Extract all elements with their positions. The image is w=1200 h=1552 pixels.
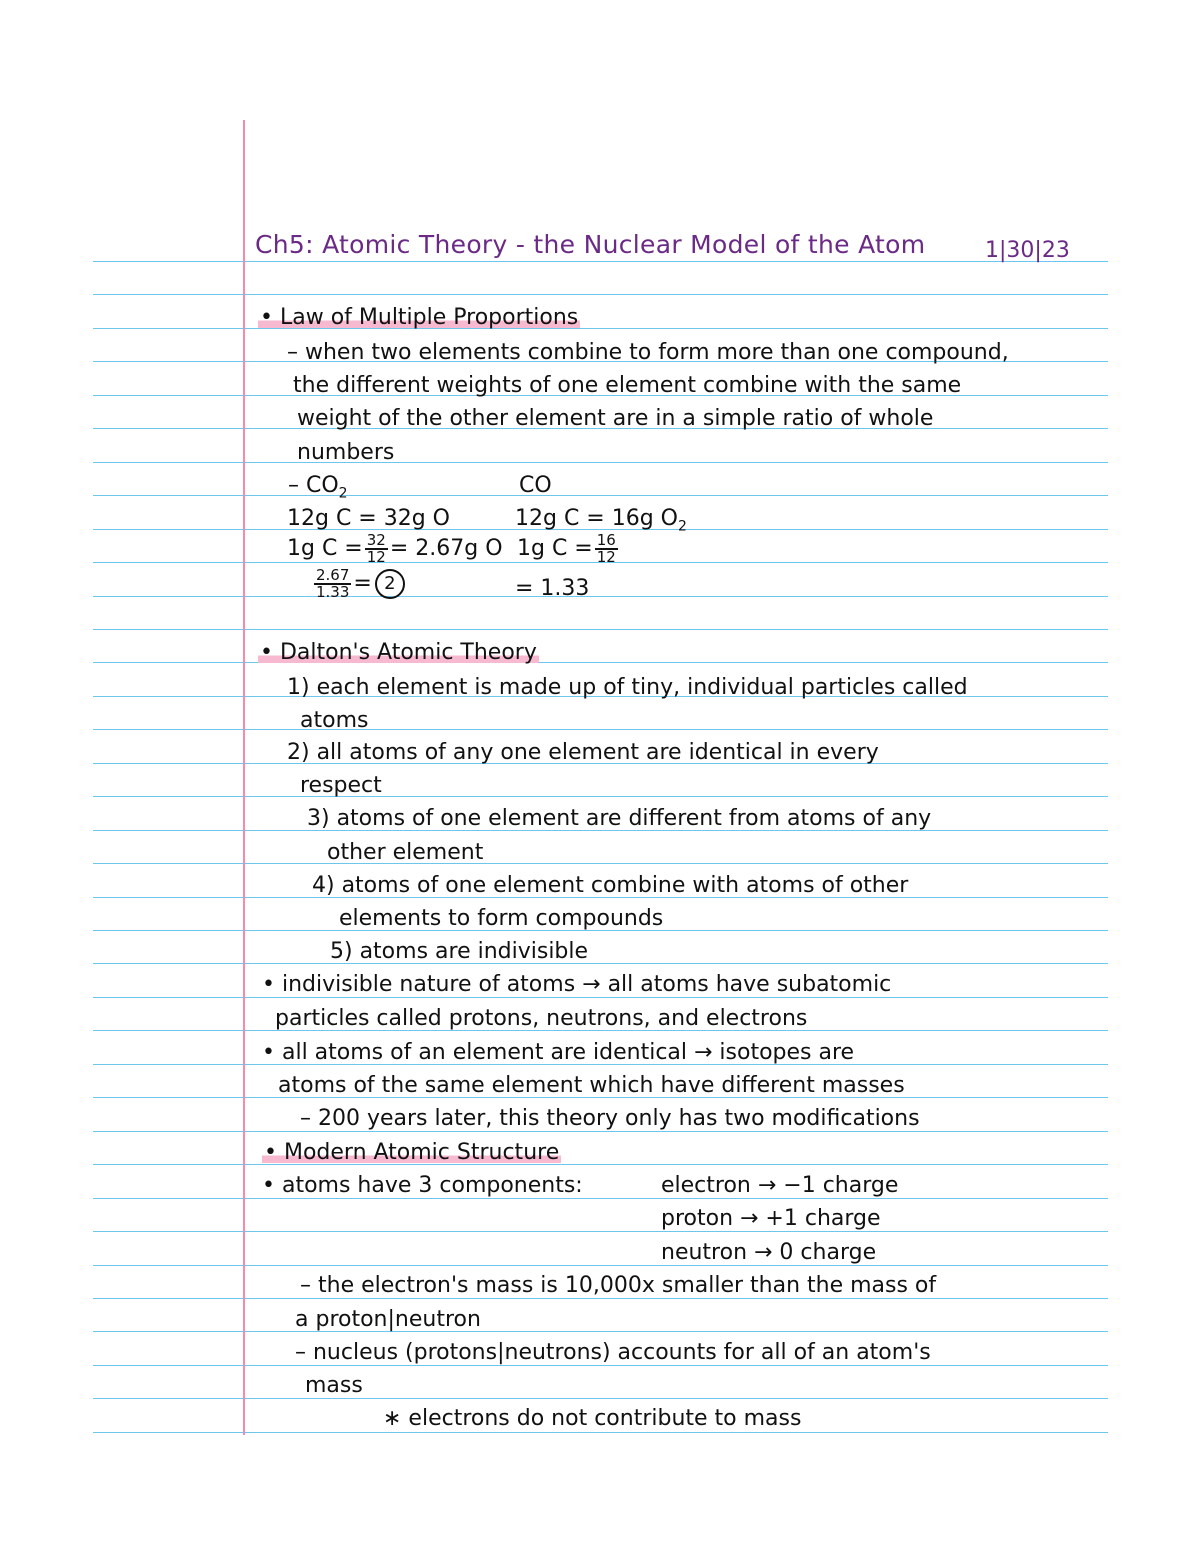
co-fraction: $\frac{16}{12}$	[596, 531, 616, 566]
nucleus-mass-note: – nucleus (protons|neutrons) accounts for all of an atom's	[295, 1340, 931, 1365]
modification-1: • indivisible nature of atoms → all atoms have subatomic	[262, 972, 892, 997]
ruled-line	[93, 729, 1108, 730]
page-title: Ch5: Atomic Theory - the Nuclear Model of the Atom	[255, 230, 926, 259]
ruled-line	[93, 629, 1108, 630]
ruled-line	[93, 462, 1108, 463]
circled-ratio-answer: 2	[375, 569, 405, 599]
neutron-charge: neutron → 0 charge	[661, 1240, 877, 1265]
definition-line-1: – when two elements combine to form more than one compound,	[287, 340, 1009, 365]
modification-2-cont: atoms of the same element which have different masses	[278, 1073, 905, 1098]
electrons-mass-note: ∗ electrons do not contribute to mass	[383, 1406, 802, 1431]
ruled-line	[93, 294, 1108, 295]
section-heading-modern	[262, 1140, 561, 1166]
electron-charge: electron → −1 charge	[661, 1173, 899, 1198]
ratio-calculation: $\frac{2.67}{1.33}$ = 2	[312, 568, 405, 600]
ruled-line	[93, 1398, 1108, 1399]
co-equation-2: 1g C = $\frac{16}{12}$	[517, 531, 616, 566]
nucleus-mass-note-cont: mass	[305, 1373, 363, 1398]
modification-1-cont: particles called protons, neutrons, and electrons	[275, 1006, 808, 1031]
dalton-point-3: 3) atoms of one element are different from atoms of any	[307, 806, 932, 831]
ruled-line	[93, 261, 1108, 262]
dalton-point-2: 2) all atoms of any one element are identical in every	[287, 740, 879, 765]
definition-line-4: numbers	[297, 440, 395, 465]
co2-label: – $CO_2$	[288, 473, 348, 502]
ruled-line	[93, 495, 1108, 496]
ruled-line	[93, 963, 1108, 964]
ruled-line	[93, 596, 1108, 597]
section-heading-multiple-proportions	[258, 305, 580, 331]
modification-summary: – 200 years later, this theory only has two modifications	[300, 1106, 920, 1131]
co2-equation-2: 1g C = $\frac{32}{12}$ = 2.67g O	[287, 531, 503, 566]
dalton-point-1-cont: atoms	[300, 708, 369, 733]
dalton-point-5: 5) atoms are indivisible	[330, 939, 589, 964]
ruled-line	[93, 796, 1108, 797]
ruled-line	[93, 1164, 1108, 1165]
ratio-fraction: $\frac{2.67}{1.33}$	[316, 566, 350, 601]
ruled-line	[93, 328, 1108, 329]
components-label: • atoms have 3 components:	[262, 1173, 583, 1198]
ruled-line	[93, 863, 1108, 864]
ruled-line	[93, 1198, 1108, 1199]
page-date: 1|30|23	[985, 238, 1070, 263]
dalton-point-4: 4) atoms of one element combine with atoms of other	[312, 873, 909, 898]
co2-fraction: $\frac{32}{12}$	[366, 531, 386, 566]
ruled-line	[93, 662, 1108, 663]
proton-charge: proton → +1 charge	[661, 1206, 881, 1231]
ruled-line	[93, 1231, 1108, 1232]
dalton-point-1: 1) each element is made up of tiny, individual particles called	[287, 675, 968, 700]
ruled-line	[93, 1331, 1108, 1332]
dalton-point-2-cont: respect	[300, 773, 382, 798]
co-label: CO	[519, 473, 552, 498]
ruled-line	[93, 1265, 1108, 1266]
margin-line	[243, 120, 245, 1435]
definition-line-3: weight of the other element are in a simple ratio of whole	[297, 406, 934, 431]
co-equation-1: 12g C = 16g $O_2$	[515, 506, 687, 535]
electron-mass-note: – the electron's mass is 10,000x smaller than the mass of	[300, 1273, 937, 1298]
electron-mass-note-cont: a proton|neutron	[295, 1307, 481, 1332]
modification-2: • all atoms of an element are identical → isotopes are	[262, 1040, 855, 1065]
dalton-point-3-cont: other element	[327, 840, 484, 865]
co2-equation-1: 12g C = 32g O	[287, 506, 451, 531]
definition-line-2: the different weights of one element combine with the same	[293, 373, 962, 398]
heading-highlight: • Modern Atomic Structure	[264, 1140, 560, 1165]
section-heading-dalton	[258, 640, 539, 666]
dalton-point-4-cont: elements to form compounds	[339, 906, 664, 931]
co-equation-3: = 1.33	[515, 576, 590, 601]
heading-highlight: • Dalton's Atomic Theory	[260, 640, 537, 665]
heading-highlight: • Law of Multiple Proportions	[260, 305, 579, 330]
